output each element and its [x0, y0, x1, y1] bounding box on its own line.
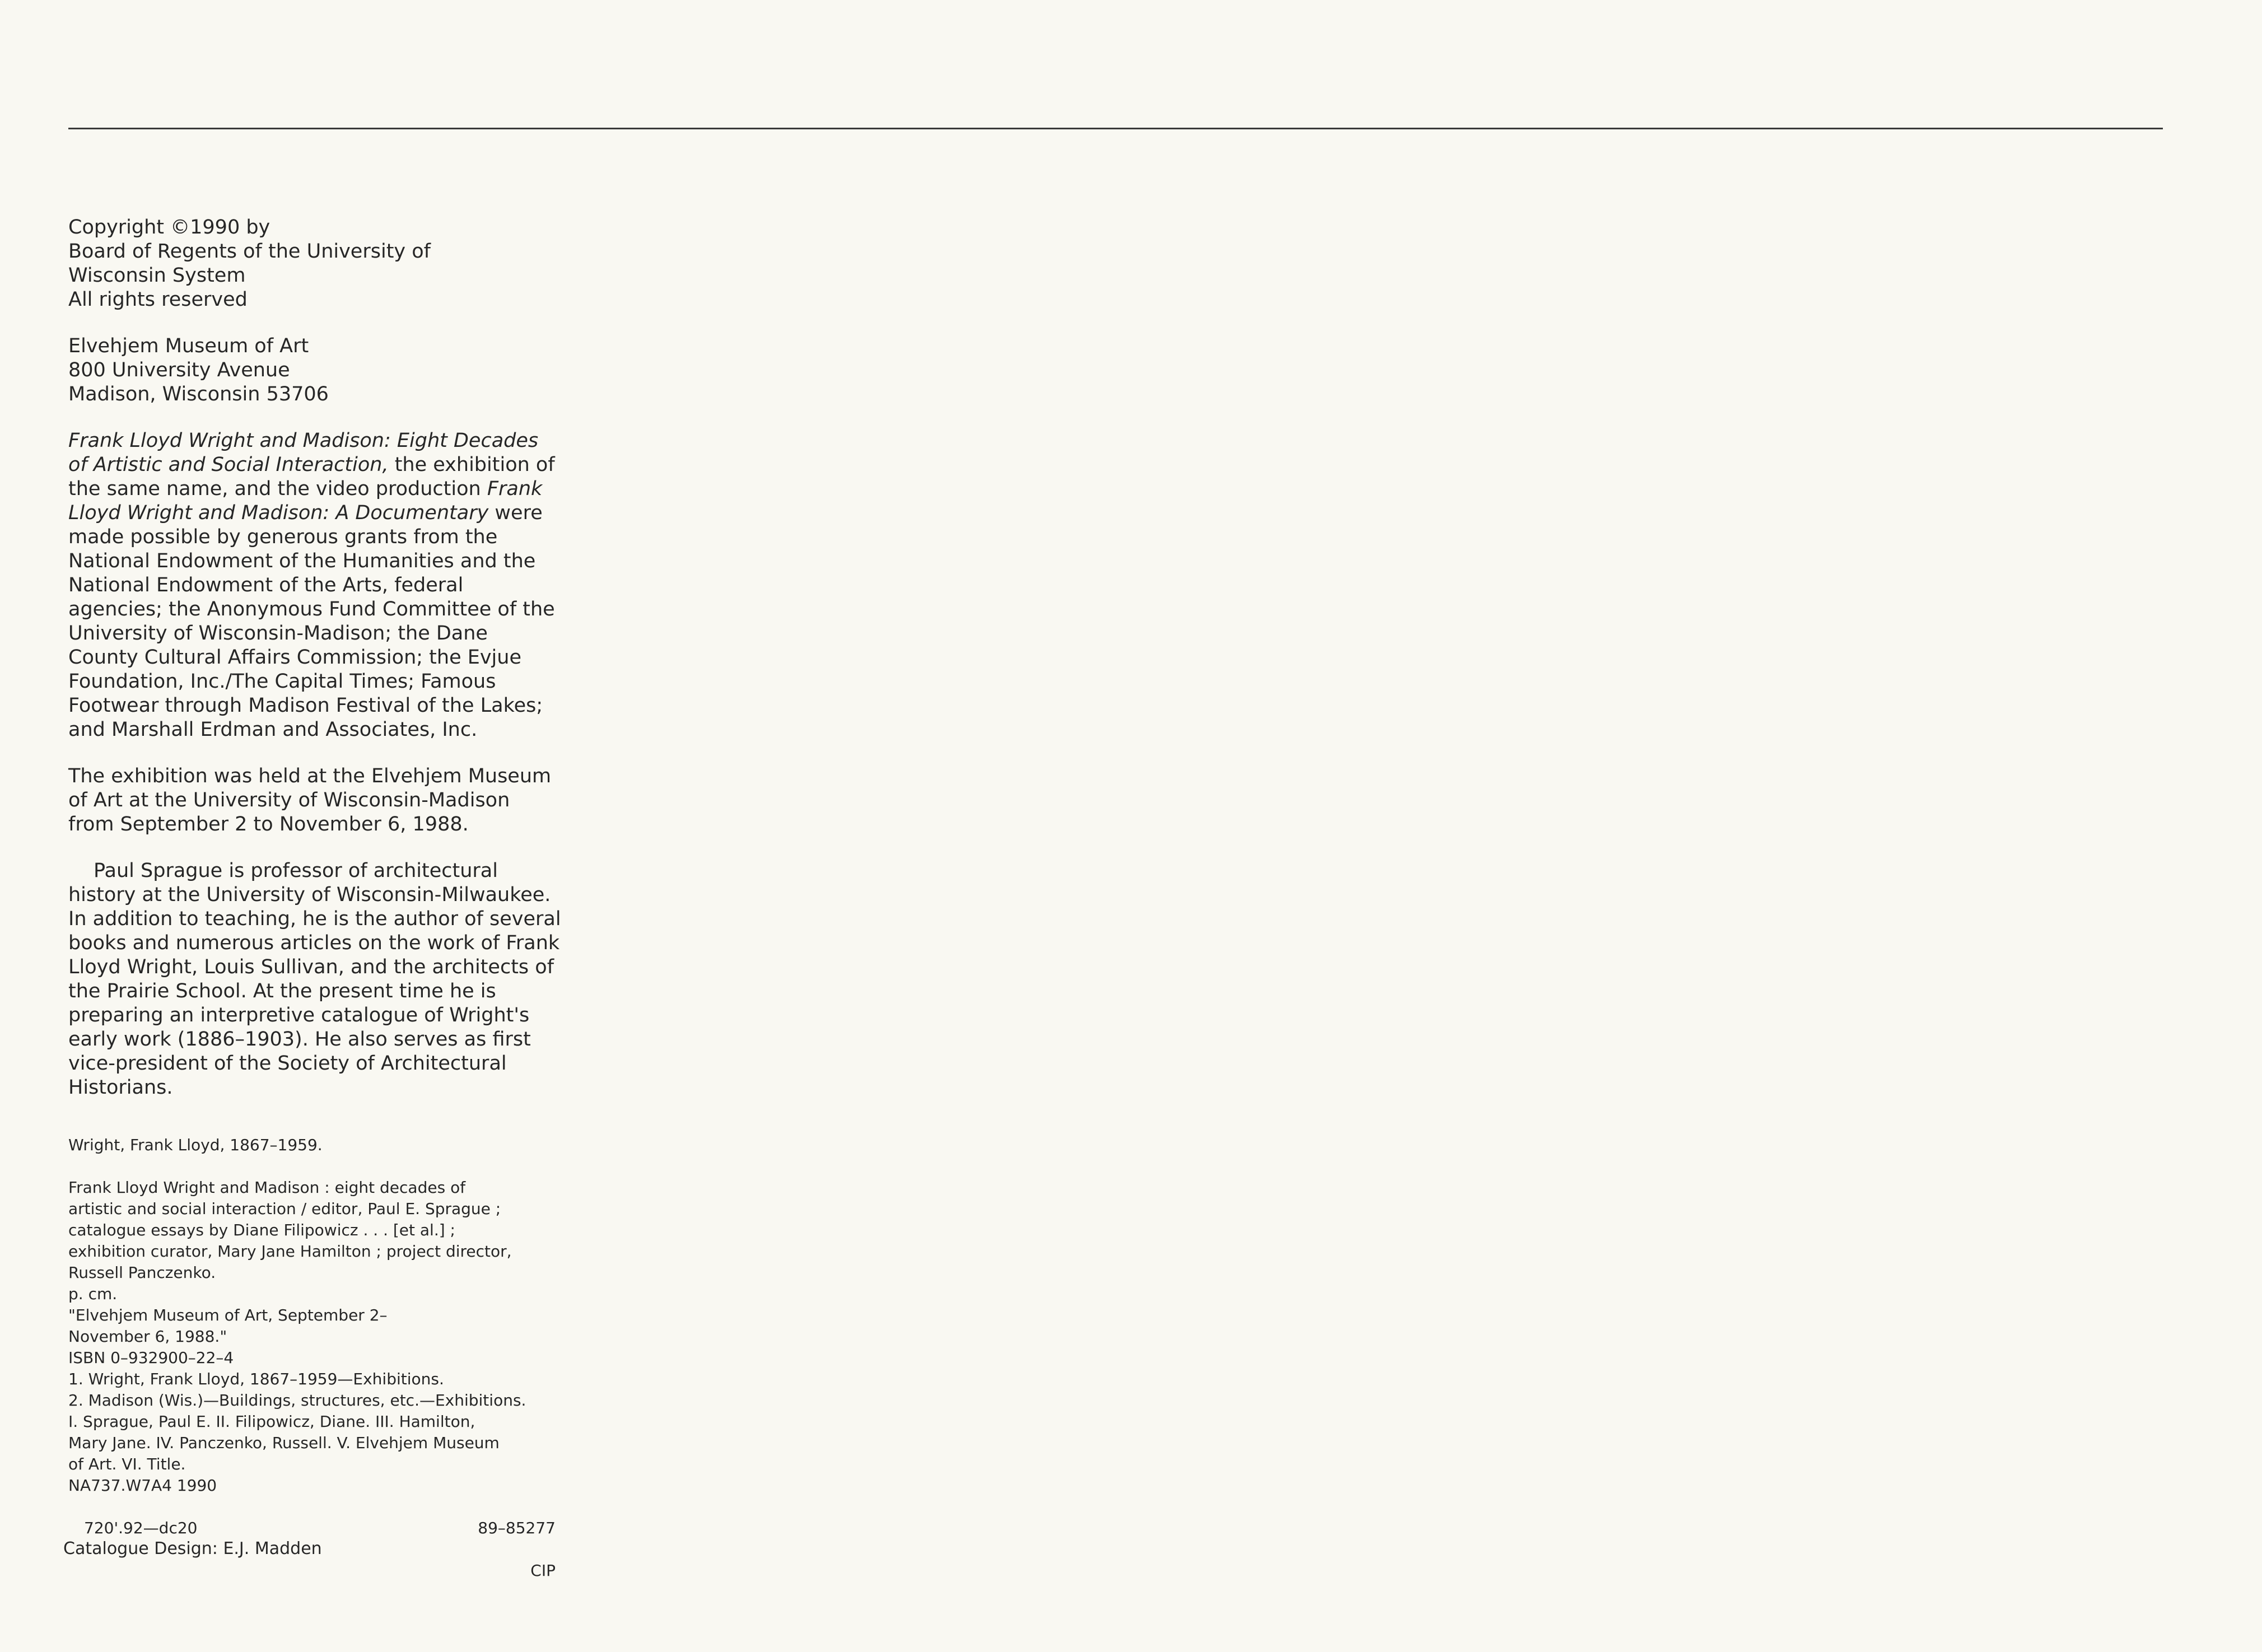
top-rule [68, 128, 2163, 129]
copyright-page-column [68, 216, 561, 1100]
cip-label: CIP [530, 1561, 556, 1580]
exhibition-note: The exhibition was held at the Elvehjem Museum of Art at the University of Wisconsin-Madison from September 2 to November 6, 1988. [68, 765, 552, 836]
funding-text-1: the exhibition of the same name, and the video production [68, 454, 555, 500]
funding-text-2: were made possible by generous grants from the National Endowment of the Humanities and the National Endowment of the Arts, federal agencies; the Anonymous Fund Committee of the University of Wisconsin-Madison; the Dane County Cultural Affairs Commission; the Evjue Foundation, Inc./The Capital Times; Famous Footwear through Madison Festival of the Lakes; and Marshall Erdman and Associates, Inc. [68, 502, 555, 741]
cip-lccn: 89–85277 [478, 1519, 556, 1537]
author-bio: Paul Sprague is professor of architectural history at the University of Wisconsin-Milwaukee. In addition to teaching, he is the author of several books and numerous articles on the work of Frank Lloyd Wright, Louis Sullivan, and the architects of the Prairie School. At the present time he is preparing an interpretive catalogue of Wright's early work (1886–1903). He also serves as first vice-president of the Society of Architectural Historians. [68, 860, 561, 1099]
cip-classification: 720'.92—dc20 [84, 1519, 198, 1537]
cip-data-block [68, 1113, 556, 1603]
funding-acknowledgement [68, 429, 561, 742]
cip-heading: Wright, Frank Lloyd, 1867–1959. [68, 1136, 323, 1154]
publisher-address: Elvehjem Museum of Art 800 University Avenue Madison, Wisconsin 53706 [68, 335, 329, 405]
design-credit: Catalogue Design: E.J. Madden [63, 1539, 322, 1558]
catalogue-title: Frank Lloyd Wright and Madison: Eight Decades of Artistic and Social Interaction, [68, 430, 539, 476]
cip-body: Frank Lloyd Wright and Madison : eight decades of artistic and social interaction / editor, Paul E. Sprague ; catalogue essays by Diane Filipowicz . . . [et al.] ; exhibition curator, Mary Jane Hamilton ; project director, Russell Panczenko. p. cm. "Elvehjem Museum of Art, September 2– November 6, 1988." ISBN 0–932900–22–4 1. Wright, Frank Lloyd, 1867–1959—Exhibitions. 2. Madison (Wis.)—Buildings, structures, etc.—Exhibitions. I. Sprague, Paul E. II. Filipowicz, Diane. III. Hamilton, Mary Jane. IV. Panczenko, Russell. V. Elvehjem Museum of Art. VI. Title. NA737.W7A4 1990 [68, 1178, 526, 1495]
copyright-notice: Copyright ©1990 by Board of Regents of the University of Wisconsin System All rights reserved [68, 216, 431, 311]
video-title: Frank Lloyd Wright and Madison: A Documentary [68, 478, 543, 524]
cip-numbers-row [68, 1518, 556, 1539]
